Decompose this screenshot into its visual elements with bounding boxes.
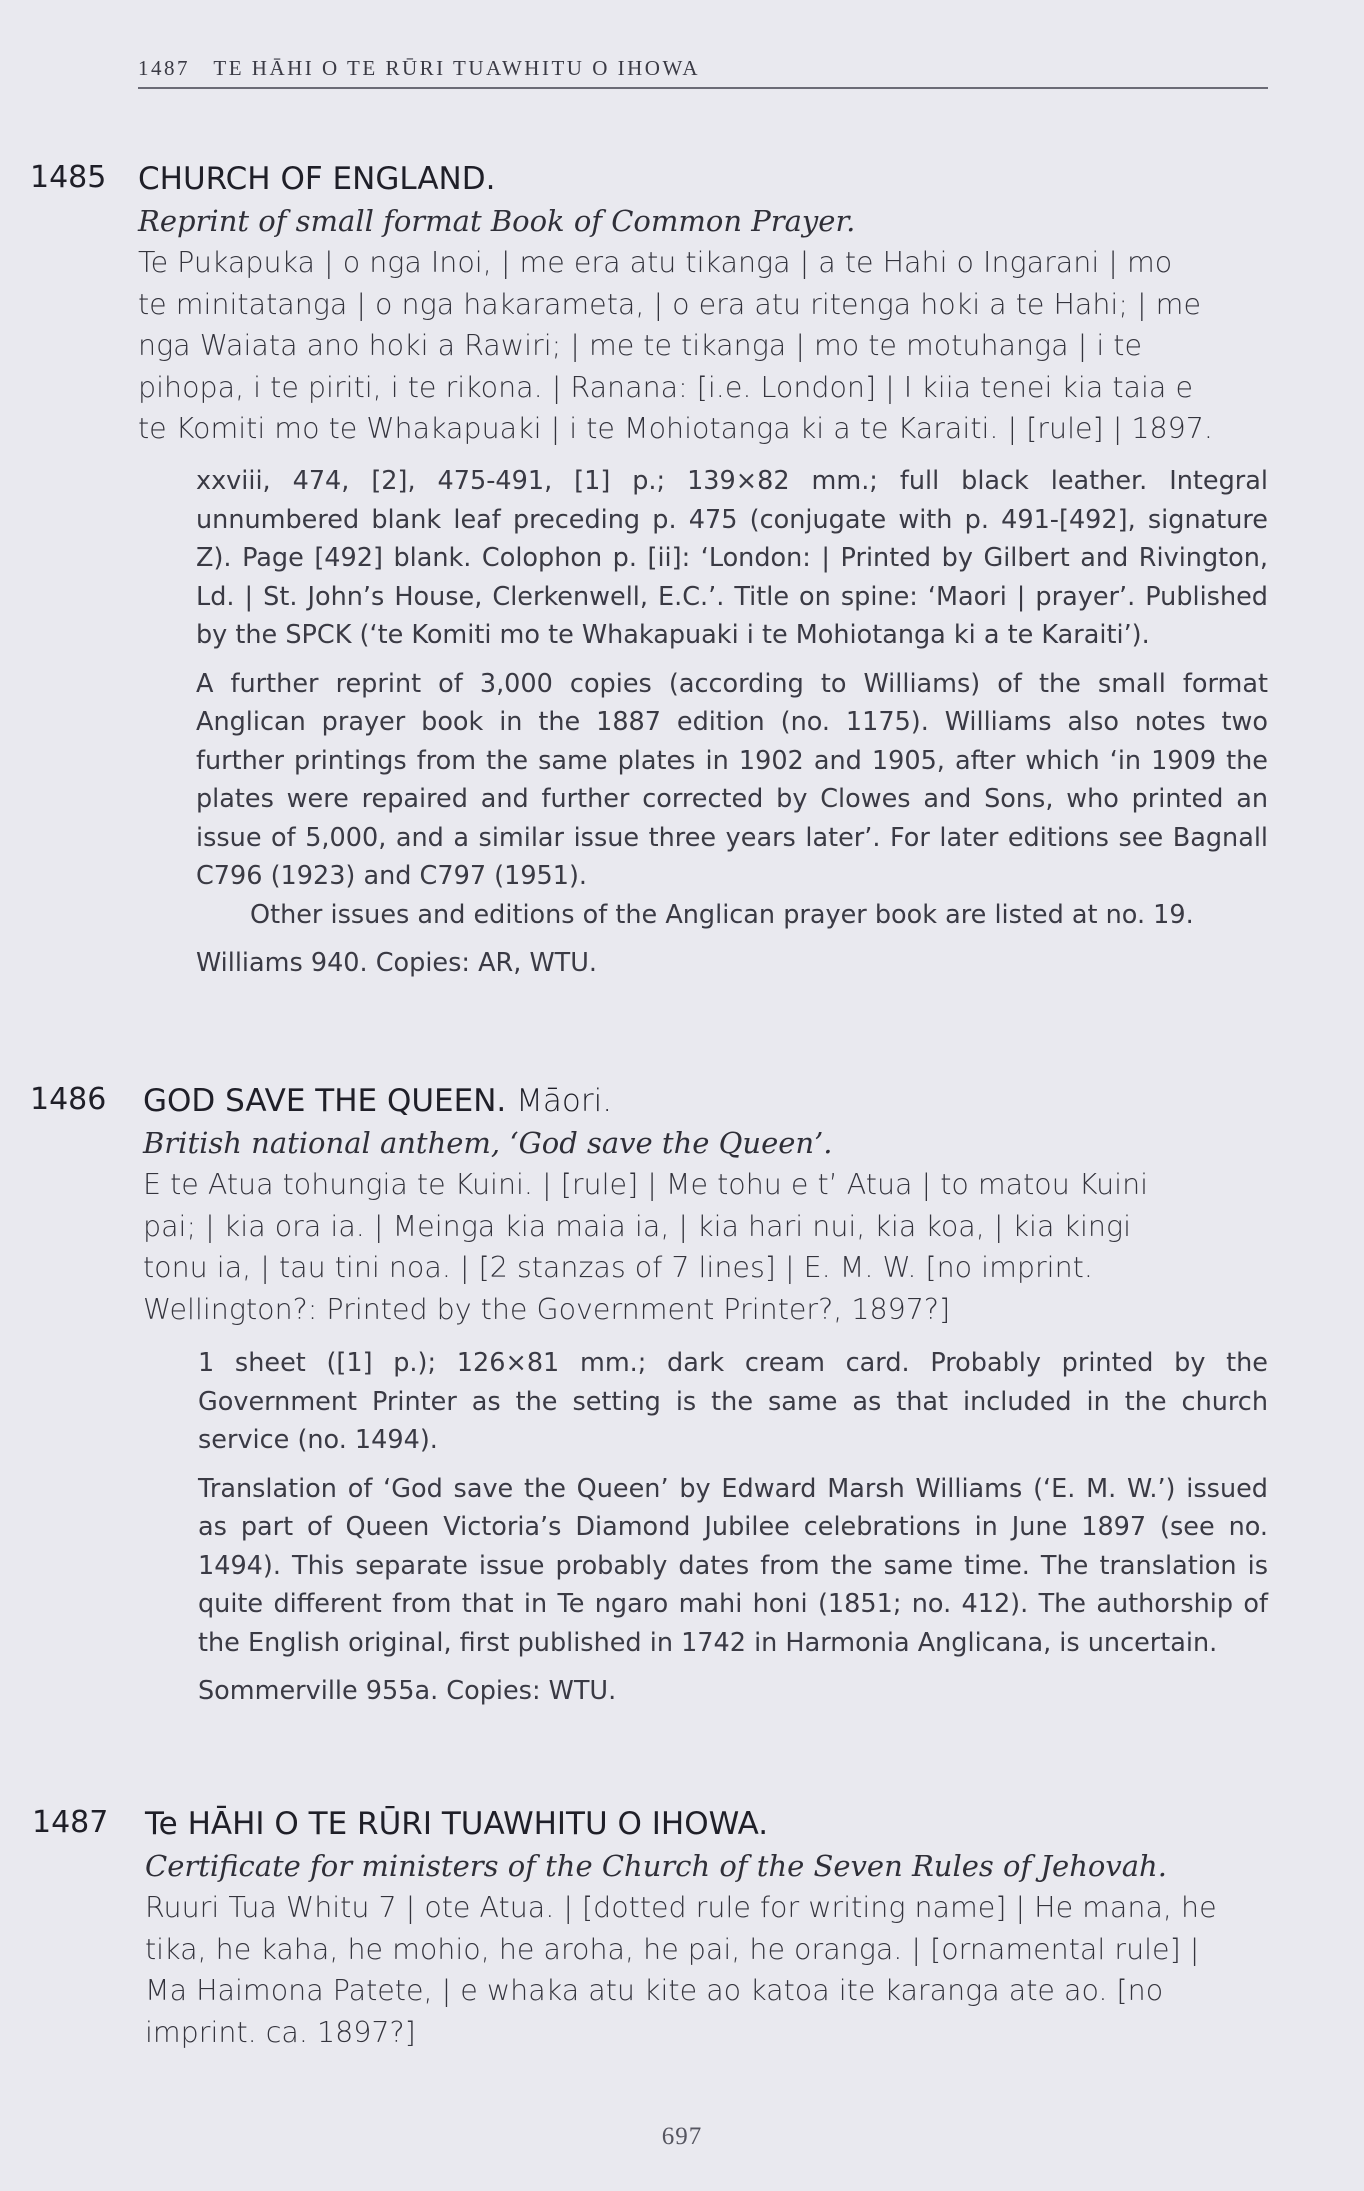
entry-title: British national anthem, ‘God save the Queen’. — [143, 1126, 833, 1160]
page-number: 697 — [661, 2123, 703, 2150]
entry-number: 1486 — [30, 1082, 107, 1117]
physical-description: 1 sheet ([1] p.); 126×81 mm.; dark cream card. Probably printed by the Government Printer as the setting is the same as that included in the church service (no. 1494). — [198, 1348, 1268, 1455]
transcript-line: Wellington?: Printed by the Government Printer?, 1897?] — [143, 1292, 951, 1326]
transcript-line: pihopa, i te piriti, i te rikona. | Ranana: [i.e. London] | I kiia tenei kia taia e — [138, 370, 1193, 404]
entry-heading-text: CHURCH OF ENGLAND. — [138, 161, 496, 197]
transcript-line: Ruuri Tua Whitu 7 | ote Atua. | [dotted rule for writing name] | He mana, he — [145, 1891, 1217, 1924]
running-head-number: 1487 — [138, 56, 190, 80]
transcript-line: pai; | kia ora ia. | Meinga kia maia ia, | kia hari nui, kia koa, | kia kingi — [143, 1209, 1131, 1243]
note-paragraph: A further reprint of 3,000 copies (according to Williams) of the small format Anglican prayer book in the 1887 edition (no. 1175). Williams also notes two further printings from the same plates in 1902 and 1905, after which ‘in 1909 the plates were repaired and further corrected by Clowes and Sons, who printed an issue of 5,000, and a similar issue three years later’. For later editions see Bagnall C796 (1923) and C797 (1951). — [196, 668, 1268, 891]
entry-heading — [145, 1803, 1270, 1845]
transcript-line: te minitatanga | o nga hakarameta, | o era atu ritenga hoki a te Hahi; | me — [138, 287, 1201, 321]
transcript-line: tonu ia, | tau tini noa. | [2 stanzas of 7 lines] | E. M. W. [no imprint. — [143, 1251, 1093, 1284]
transcript-line: imprint. ca. 1897?] — [145, 2015, 416, 2049]
transcript-line: E te Atua tohungia te Kuini. | [rule] | Me tohu e t’ Atua | to matou Kuini — [143, 1168, 1149, 1201]
entry-title: Certificate for ministers of the Church of the Seven Rules of Jehovah. — [145, 1849, 1167, 1883]
entry-heading-text: Te HĀHI O TE RŪRI TUAWHITU O IHOWA. — [145, 1806, 769, 1842]
entry-heading — [143, 1080, 1273, 1122]
entry-number: 1487 — [32, 1805, 109, 1840]
physical-description: xxviii, 474, [2], 475-491, [1] p.; 139×82 mm.; full black leather. Integral unnumbered blank leaf preceding p. 475 (conjugate with p. 491-[492], signature Z). Page [492] blank. Colophon p. [ii]: ‘London: | Printed by Gilbert and Rivington, Ld. | St. John’s House, Clerkenwell, E.C.’. Title on spine: ‘Maori | prayer’. Published by the SPCK (‘te Komiti mo te Whakapuaki i te Mohiotanga ki a te Karaiti’). — [196, 466, 1268, 650]
running-head-title: TE HĀHI O TE RŪRI TUAWHITU O IHOWA — [213, 56, 701, 80]
note-paragraph: Translation of ‘God save the Queen’ by Edward Marsh Williams (‘E. M. W.’) issued as part of Queen Victoria’s Diamond Jubilee celebrations in June 1897 (see no. 1494). This separate issue probably dates from the same time. The translation is quite different from that in Te ngaro mahi honi (1851; no. 412). The authorship of the English original, first published in 1742 in Harmonia Anglicana, is uncertain. — [198, 1473, 1268, 1658]
reference-copies: Williams 940. Copies: AR, WTU. — [196, 948, 598, 978]
entry-heading-language: Māori. — [516, 1083, 613, 1119]
transcript-line: Te Pukapuka | o nga Inoi, | me era atu tikanga | a te Hahi o Ingarani | mo — [138, 246, 1173, 279]
note-paragraph: Other issues and editions of the Anglican prayer book are listed at no. 19. — [250, 899, 1194, 930]
transcript-line: tika, he kaha, he mohio, he aroha, he pai, he oranga. | [ornamental rule] | — [145, 1932, 1200, 1966]
transcript-line: te Komiti mo te Whakapuaki | i te Mohiotanga ki a te Karaiti. | [rule] | 1897. — [138, 412, 1213, 445]
entry-heading — [138, 158, 1273, 200]
transcript-line: nga Waiata ano hoki a Rawiri; | me te tikanga | mo te motuhanga | i te — [138, 329, 1143, 362]
entry-number: 1485 — [30, 160, 107, 195]
reference-copies: Sommerville 955a. Copies: WTU. — [198, 1676, 617, 1706]
entry-title: Reprint of small format Book of Common Prayer. — [138, 204, 856, 238]
transcript-line: Ma Haimona Patete, | e whaka atu kite ao katoa ite karanga ate ao. [no — [145, 1974, 1164, 2007]
running-head — [138, 56, 1268, 89]
entry-heading-text: GOD SAVE THE QUEEN. — [143, 1083, 507, 1119]
